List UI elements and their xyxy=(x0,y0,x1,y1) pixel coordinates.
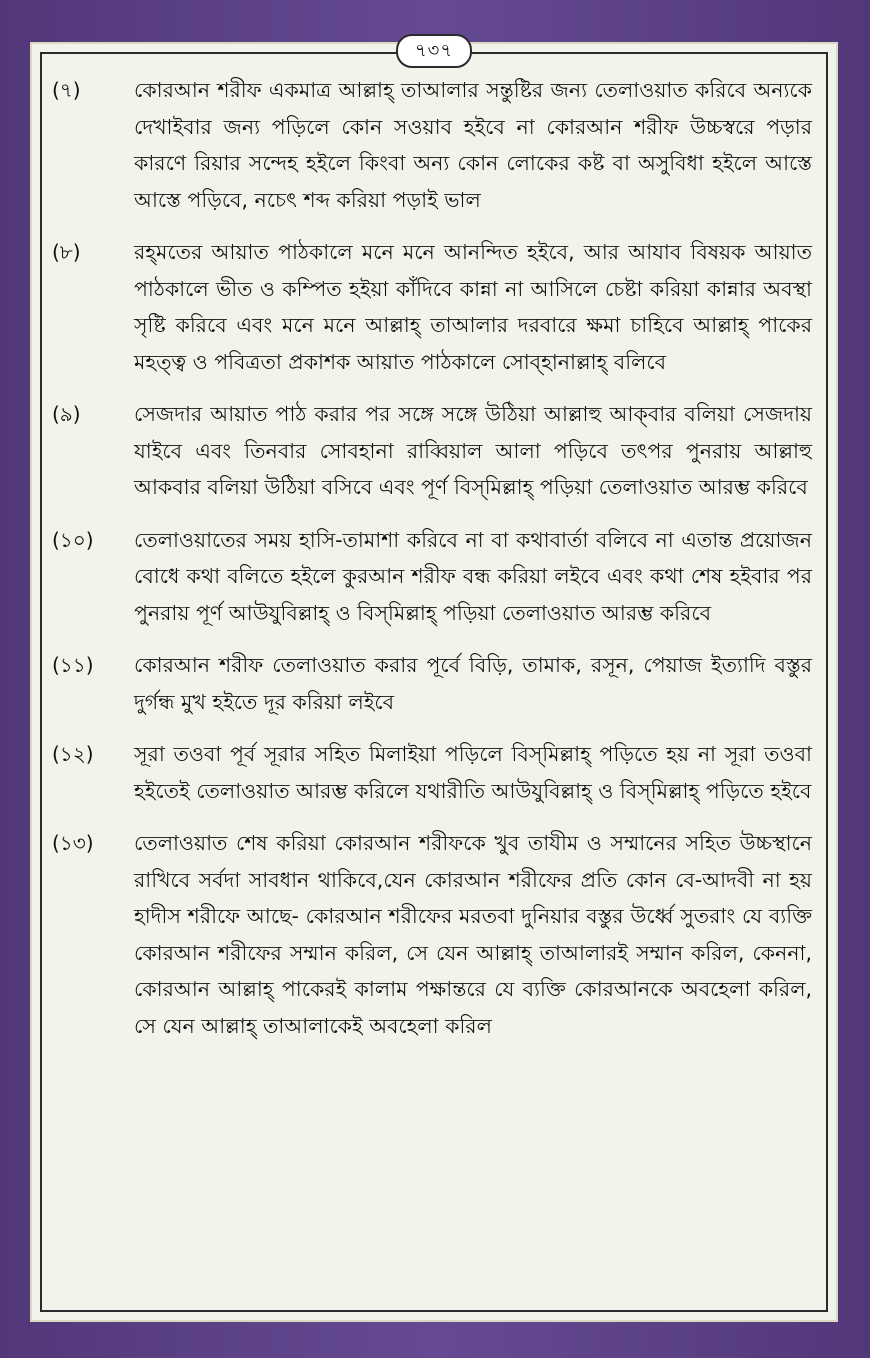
item-text: সূরা তওবা পূর্ব সূরার সহিত মিলাইয়া পড়িলে বিস্‌মিল্লাহ্ পড়িতে হয় না সূরা তওবা হইতেই তেলাওয়াত আরম্ভ করিলে যথারীতি আউযুবিল্লাহ্ ও বিস্‌মিল্লাহ্ পড়িতে হইবে xyxy=(134,742,812,803)
page-border-frame xyxy=(40,40,828,1312)
item-number: (১২) xyxy=(52,742,94,766)
page-content xyxy=(52,72,812,1060)
item-text: তেলাওয়াত শেষ করিয়া কোরআন শরীফকে খুব তাযীম ও সম্মানের সহিত উচ্চস্থানে রাখিবে সর্বদা সাবধান থাকিবে,যেন কোরআন শরীফের প্রতি কোন বে-আদবী না হয় হাদীস শরীফে আছে- কোরআন শরীফের মরতবা দুনিয়ার বস্তুর উর্ধ্বে সুতরাং যে ব্যক্তি কোরআন শরীফের সম্মান করিল, সে যেন আল্লাহ্ তাআলারই সম্মান করিল, কেননা, কোরআন আল্লাহ্ পাকেরই কালাম পক্ষান্তরে যে ব্যক্তি কোরআনকে অবহেলা করিল, সে যেন আল্লাহ্ তাআলাকেই অবহেলা করিল xyxy=(134,831,812,1038)
item-text: রহ্‌মতের আয়াত পাঠকালে মনে মনে আনন্দিত হইবে, আর আযাব বিষয়ক আয়াত পাঠকালে ভীত ও কম্পিত হইয়া কাঁদিবে কান্না না আসিলে চেষ্টা করিয়া কান্নার অবস্থা সৃষ্টি করিবে এবং মনে মনে আল্লাহ্ তাআলার দরবারে ক্ষমা চাহিবে আল্লাহ্ পাকের মহত্ত্ব ও পবিত্রতা প্রকাশক আয়াত পাঠকালে সোব্‌হানাল্লাহ্ বলিবে xyxy=(134,240,812,374)
item-number: (১৩) xyxy=(52,831,94,855)
item-text: কোরআন শরীফ তেলাওয়াত করার পূর্বে বিড়ি, তামাক, রসূন, পেয়াজ ইত্যাদি বস্তুর দুর্গন্ধ মুখ হইতে দূর করিয়া লইবে xyxy=(134,653,812,714)
page-number: ৭৩৭ xyxy=(396,34,472,68)
list-item xyxy=(52,825,812,1044)
item-text: কোরআন শরীফ একমাত্র আল্লাহ্ তাআলার সন্তুষ্টির জন্য তেলাওয়াত করিবে অন্যকে দেখাইবার জন্য পড়িলে কোন সওয়াব হইবে না কোরআন শরীফ উচ্চস্বরে পড়ার কারণে রিয়ার সন্দেহ হইলে কিংবা অন্য কোন লোকের কষ্ট বা অসুবিধা হইলে আস্তে আস্তে পড়িবে, নচেৎ শব্দ করিয়া পড়াই ভাল xyxy=(134,78,812,212)
list-item xyxy=(52,647,812,720)
item-number: (১১) xyxy=(52,653,94,677)
item-number: (৭) xyxy=(52,78,81,102)
item-number: (৯) xyxy=(52,402,81,426)
item-text: সেজদার আয়াত পাঠ করার পর সঙ্গে সঙ্গে উঠিয়া আল্লাহু আক্‌বার বলিয়া সেজদায় যাইবে এবং তিনবার সোবহানা রাব্বিয়াল আলা পড়িবে তৎপর পুনরায় আল্লাহু আকবার বলিয়া উঠিয়া বসিবে এবং পূর্ণ বিস্‌মিল্লাহ্ পড়িয়া তেলাওয়াত আরম্ভ করিবে xyxy=(134,402,812,499)
book-page xyxy=(30,42,838,1322)
list-item xyxy=(52,522,812,632)
list-item xyxy=(52,736,812,809)
list-item xyxy=(52,396,812,506)
item-number: (৮) xyxy=(52,240,81,264)
item-text: তেলাওয়াতের সময় হাসি-তামাশা করিবে না বা কথাবার্তা বলিবে না এতান্ত প্রয়োজন বোধে কথা বলিতে হইলে কুরআন শরীফ বন্ধ করিয়া লইবে এবং কথা শেষ হইবার পর পুনরায় পূর্ণ আউযুবিল্লাহ্ ও বিস্‌মিল্লাহ্ পড়িয়া তেলাওয়াত আরম্ভ করিবে xyxy=(134,527,812,625)
item-number: (১০) xyxy=(52,527,94,552)
list-item xyxy=(52,234,812,380)
list-item xyxy=(52,72,812,218)
